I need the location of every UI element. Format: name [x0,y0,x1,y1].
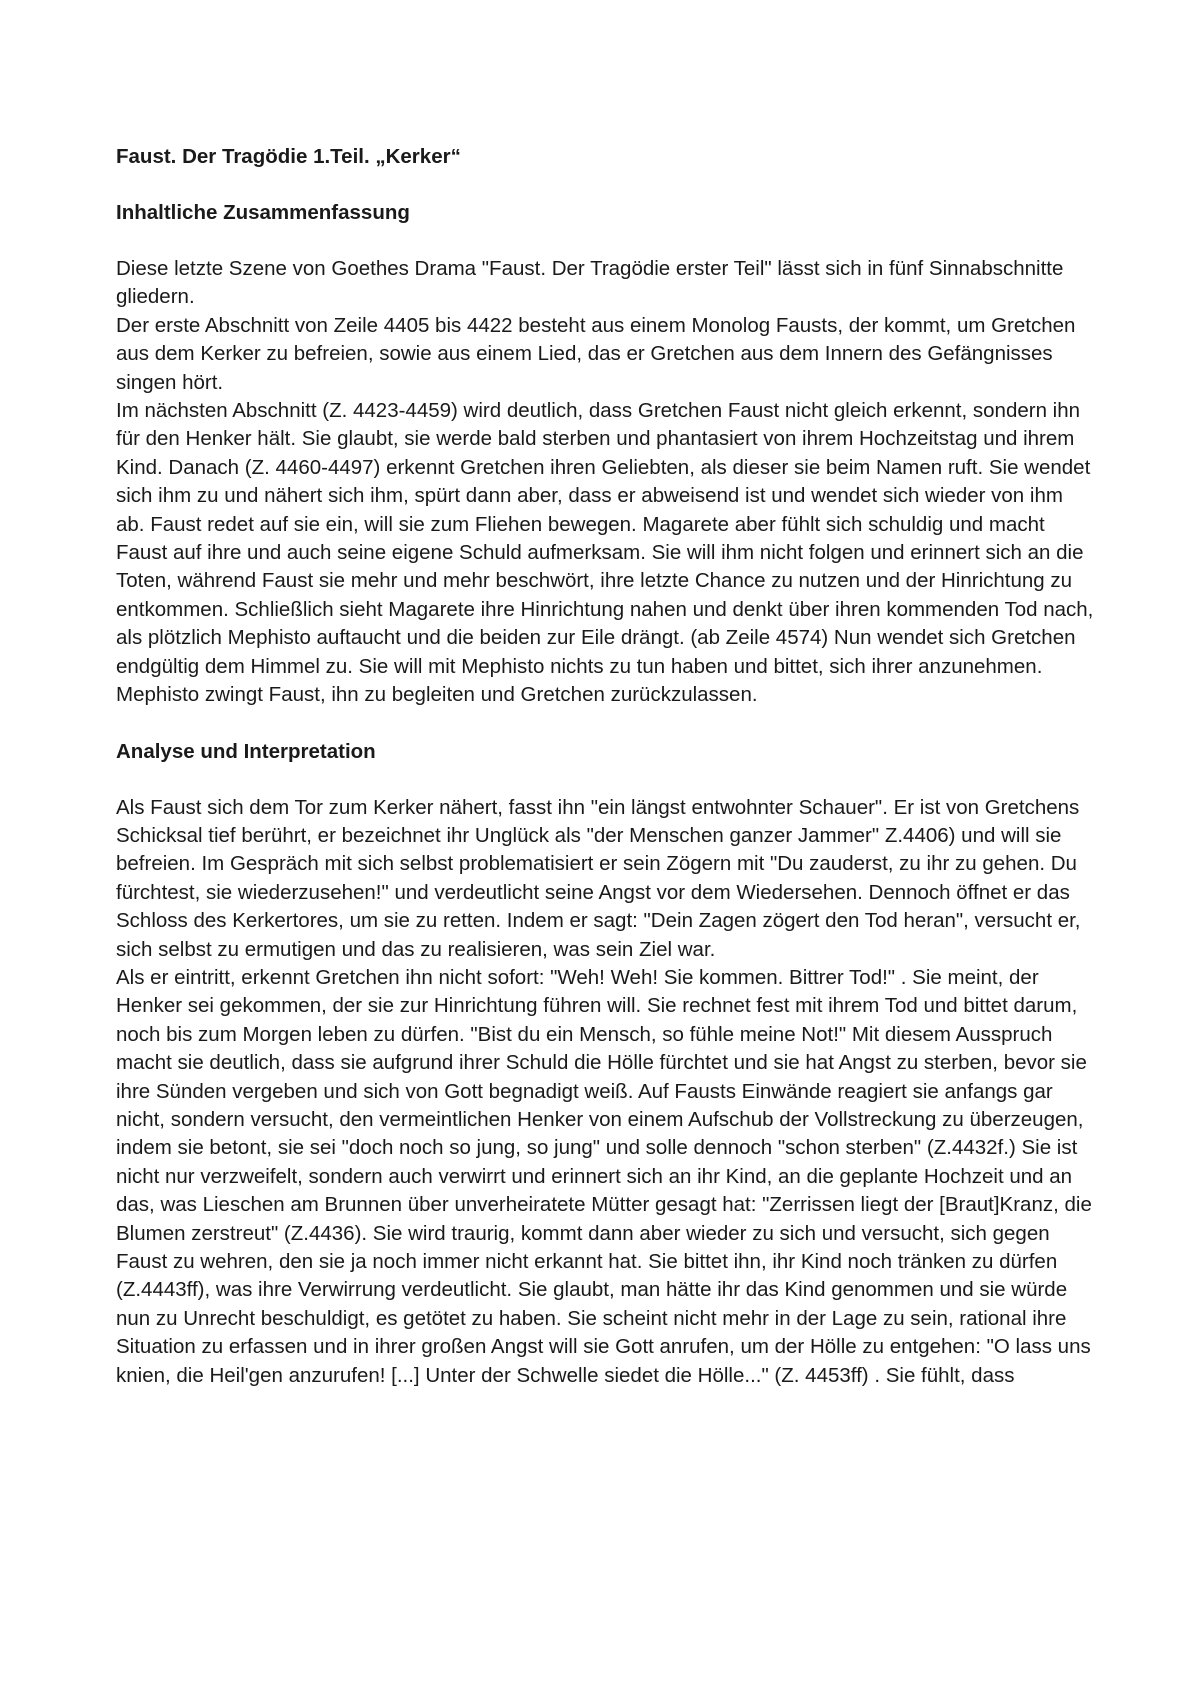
paragraph: Im nächsten Abschnitt (Z. 4423-4459) wird deutlich, dass Gretchen Faust nicht gleich erkennt, sondern ihn für den Henker hält. Sie glaubt, sie werde bald sterben und phantasiert von ihrem Hochzeitstag und ihrem Kind. Danach (Z. 4460-4497) erkennt Gretchen ihren Geliebten, als dieser sie beim Namen ruft. Sie wendet sich ihm zu und nähert sich ihm, spürt dann aber, dass er abweisend ist und wendet sich wieder von ihm ab. Faust redet auf sie ein, will sie zum Fliehen bewegen. Magarete aber fühlt sich schuldig und macht Faust auf ihre und auch seine eigene Schuld aufmerksam. Sie will ihm nicht folgen und erinnert sich an die Toten, während Faust sie mehr und mehr beschwört, ihre letzte Chance zu nutzen und der Hinrichtung zu entkommen. Schließlich sieht Magarete ihre Hinrichtung nahen und denkt über ihren kommenden Tod nach, als plötzlich Mephisto auftaucht und die beiden zur Eile drängt. (ab Zeile 4574) Nun wendet sich Gretchen endgültig dem Himmel zu. Sie will mit Mephisto nichts zu tun haben und bittet, sich ihrer anzunehmen. Mephisto zwingt Faust, ihn zu begleiten und Gretchen zurückzulassen. [116,399,1094,707]
paragraph: Der erste Abschnitt von Zeile 4405 bis 4422 besteht aus einem Monolog Fausts, der kommt, um Gretchen aus dem Kerker zu befreien, sowie aus einem Lied, das er Gretchen aus dem Innern des Gefängnisses singen hört. [116,313,1076,394]
section-heading-summary: Inhaltliche Zusammenfassung [116,201,410,224]
section-analysis [116,794,1096,1391]
paragraph: Als Faust sich dem Tor zum Kerker nähert, fasst ihn "ein längst entwohnter Schauer". Er ist von Gretchens Schicksal tief berührt, er bezeichnet ihr Unglück als "der Menschen ganzer Jammer" Z.4406) und will sie befreien. Im Gespräch mit sich selbst problematisiert er sein Zögern mit "Du zauderst, zu ihr zu gehen. Du fürchtest, sie wiederzusehen!" und verdeutlicht seine Angst vor dem Wiedersehen. Dennoch öffnet er das Schloss des Kerkertores, um sie zu retten. Indem er sagt: "Dein Zagen zögert den Tod heran", versucht er, sich selbst zu ermutigen und das zu realisieren, was sein Ziel war. [116,795,1081,961]
section-heading-analysis: Analyse und Interpretation [116,739,376,763]
paragraph: Als er eintritt, erkennt Gretchen ihn nicht sofort: "Weh! Weh! Sie kommen. Bittrer Tod!" . Sie meint, der Henker sei gekommen, der sie zur Hinrichtung führen will. Sie rechnet fest mit ihrem Tod und bittet darum, noch bis zum Morgen leben zu dürfen. "Bist du ein Mensch, so fühle meine Not!" Mit diesem Ausspruch macht sie deutlich, dass sie aufgrund ihrer Schuld die Hölle fürchtet und sie hat Angst zu sterben, bevor sie ihre Sünden vergeben und sich von Gott begnadigt weiß. Auf Fausts Einwände reagiert sie anfangs gar nicht, sondern versucht, den vermeintlichen Henker von einem Aufschub der Vollstreckung zu überzeugen, indem sie betont, sie sei "doch noch so jung, so jung" und solle dennoch "schon sterben" (Z.4432f.) Sie ist nicht nur verzweifelt, sondern auch verwirrt und erinnert sich an ihr Kind, an die geplante Hochzeit und an das, was Lieschen am Brunnen über unverheiratete Mütter gesagt hat: "Zerrissen liegt der [Braut]Kranz, die Blumen zerstreut" (Z.4436). Sie wird traurig, kommt dann aber wieder zu sich und versucht, sich gegen Faust zu wehren, den sie ja noch immer nicht erkannt hat. Sie bittet ihn, ihr Kind noch tränken zu dürfen (Z.4443ff), was ihre Verwirrung verdeutlicht. Sie glaubt, man hätte ihr das Kind genommen und sie würde nun zu Unrecht beschuldigt, es getötet zu haben. Sie scheint nicht mehr in der Lage zu sein, rational ihre Situation zu erfassen und in ihrer großen Angst will sie Gott anrufen, um der Hölle zu entgehen: "O lass uns knien, die Heil'gen anzurufen! [...] Unter der Schwelle siedet die Hölle..." (Z. 4453ff) . Sie fühlt, dass [116,965,1092,1387]
section-summary [116,255,1096,710]
paragraph: Diese letzte Szene von Goethes Drama "Faust. Der Tragödie erster Teil" lässt sich in fünf Sinnabschnitte gliedern. [116,257,1064,309]
document-title: Faust. Der Tragödie 1.Teil. „Kerker“ [116,145,461,168]
document-page [116,143,1096,1390]
